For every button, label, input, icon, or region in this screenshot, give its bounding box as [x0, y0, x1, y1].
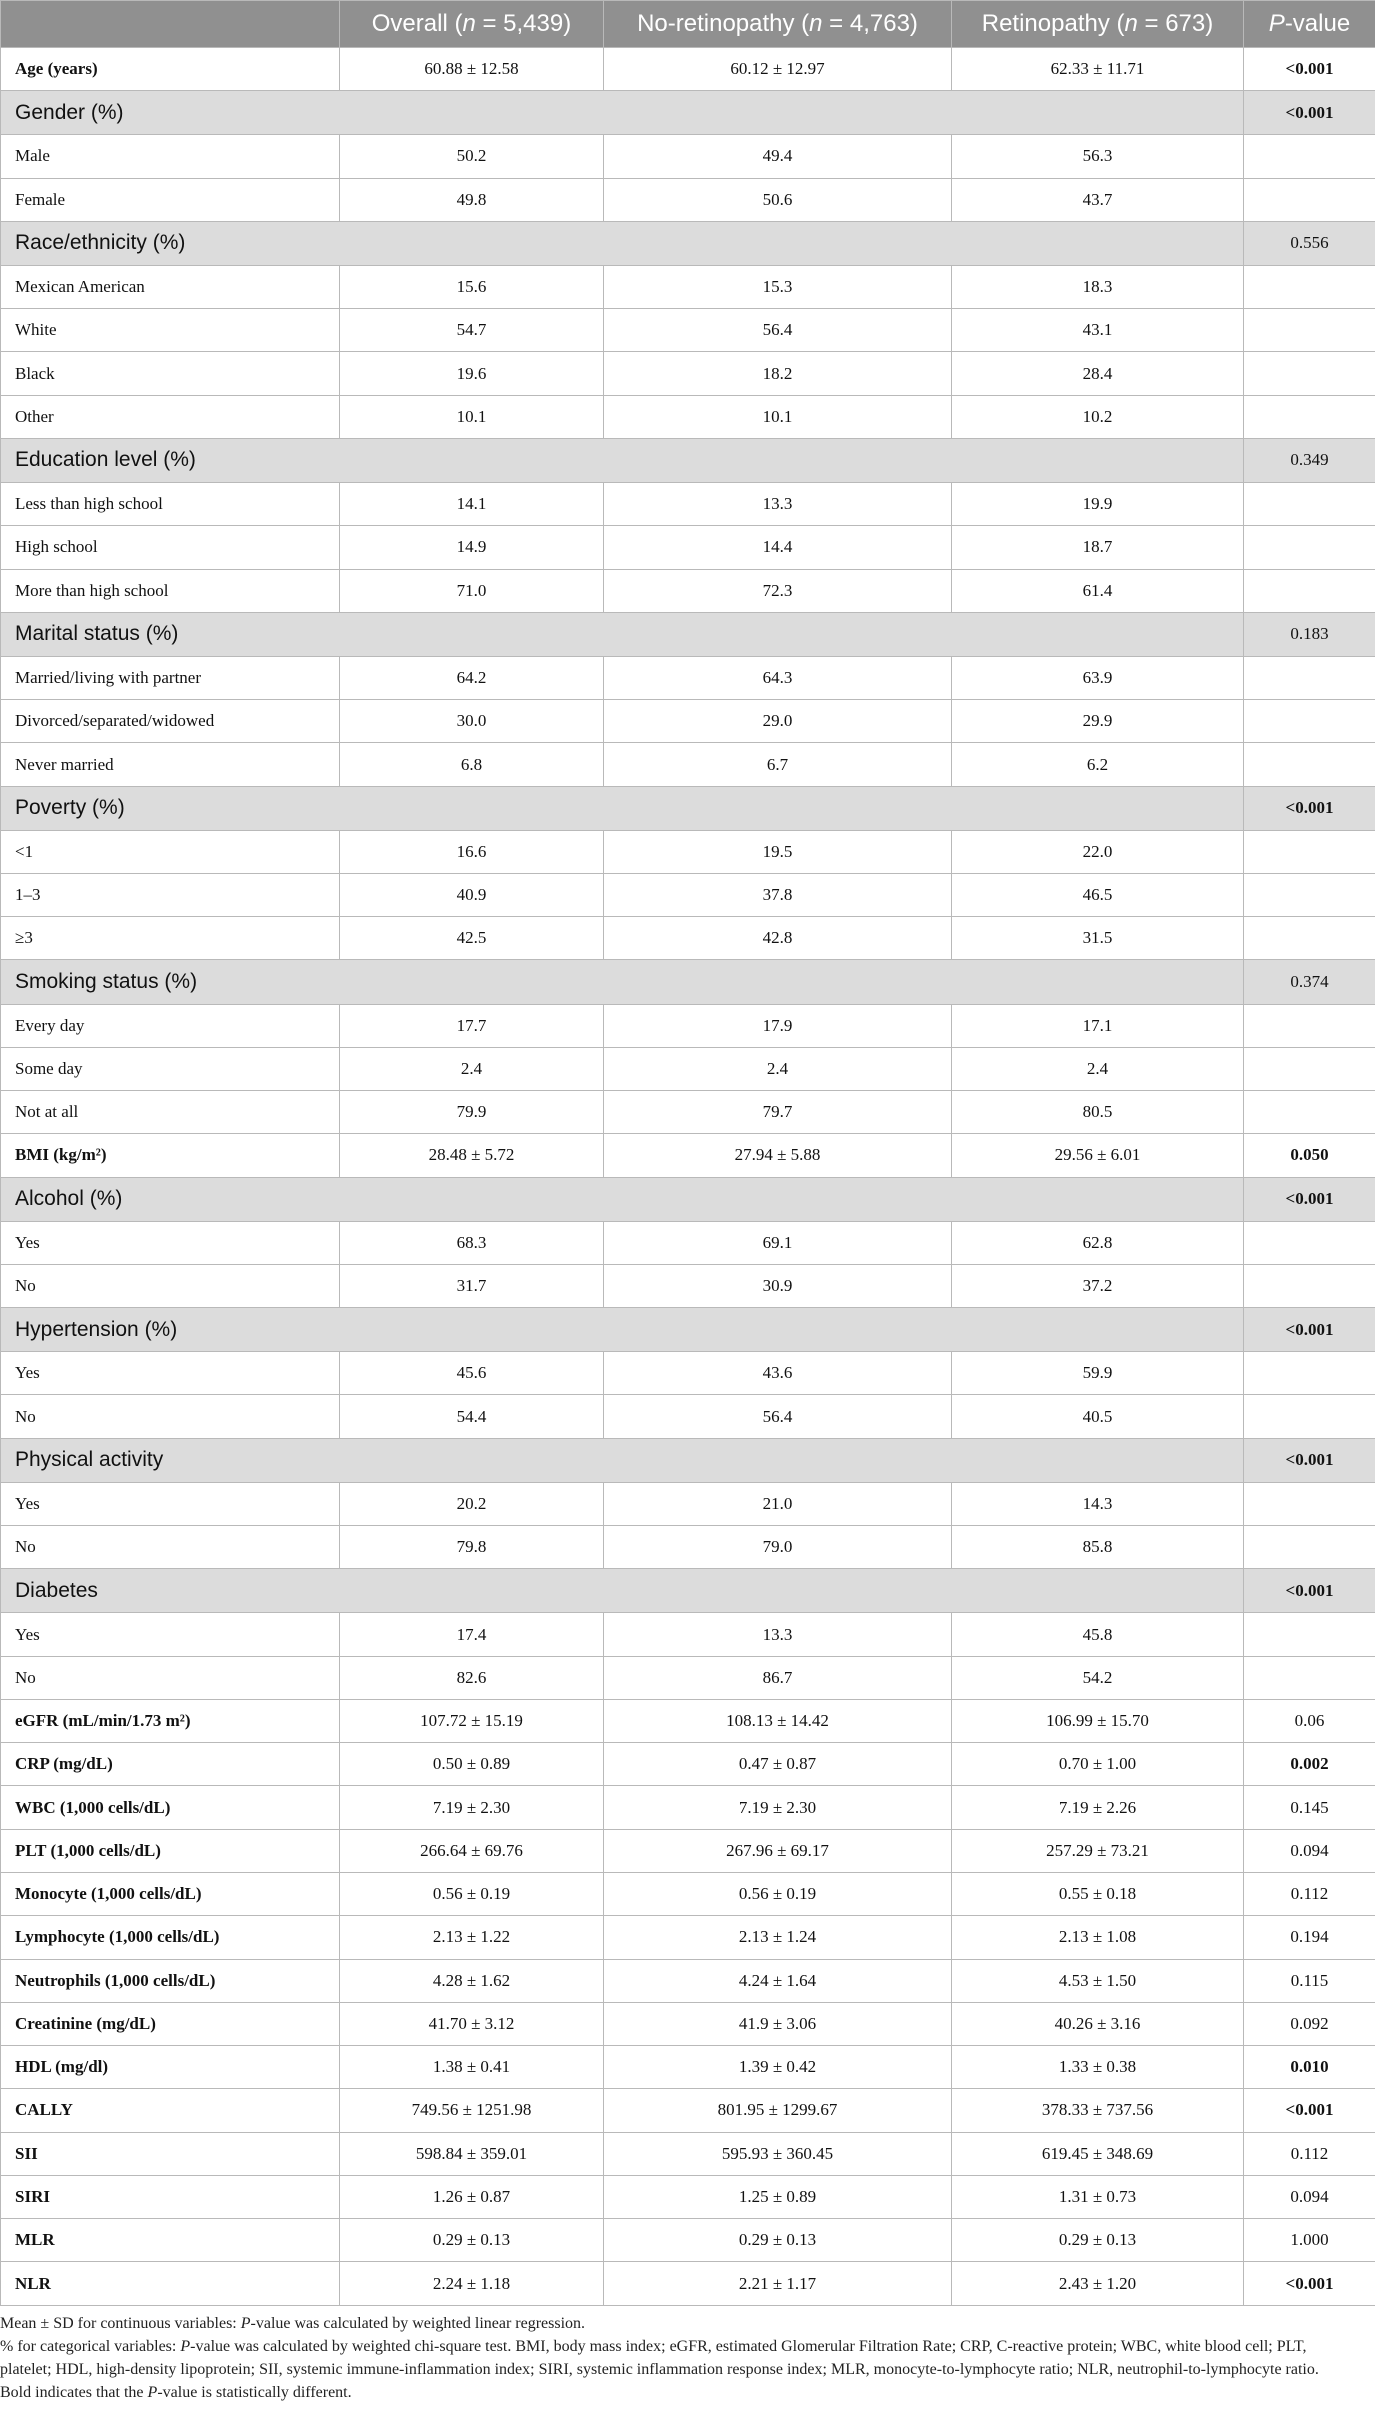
- no-retinopathy-cell: 2.13 ± 1.24: [604, 1916, 952, 1959]
- category-row: [1, 1395, 1375, 1438]
- category-row: [1, 1613, 1375, 1656]
- overall-cell: 19.6: [340, 352, 604, 395]
- row-label: eGFR (mL/min/1.73 m²): [1, 1699, 340, 1742]
- overall-cell: 1.38 ± 0.41: [340, 2046, 604, 2089]
- retinopathy-cell: 62.8: [952, 1221, 1244, 1264]
- no-retinopathy-cell: 6.7: [604, 743, 952, 786]
- section-label: Smoking status (%): [1, 960, 1244, 1004]
- retinopathy-cell: 2.4: [952, 1047, 1244, 1090]
- table-footnotes: [0, 2312, 1360, 2404]
- p-value-cell: <0.001: [1244, 1438, 1375, 1482]
- overall-cell: 41.70 ± 3.12: [340, 2002, 604, 2045]
- category-row: [1, 1352, 1375, 1395]
- overall-cell: 0.50 ± 0.89: [340, 1743, 604, 1786]
- section-header-row: [1, 1177, 1375, 1221]
- row-label: Divorced/separated/widowed: [1, 700, 340, 743]
- retinopathy-cell: 378.33 ± 737.56: [952, 2089, 1244, 2132]
- row-label: Yes: [1, 1352, 340, 1395]
- overall-cell: 17.7: [340, 1004, 604, 1047]
- no-retinopathy-cell: 0.29 ± 0.13: [604, 2219, 952, 2262]
- row-label: Yes: [1, 1613, 340, 1656]
- no-retinopathy-cell: 4.24 ± 1.64: [604, 1959, 952, 2002]
- overall-cell: 40.9: [340, 873, 604, 916]
- p-value-cell: <0.001: [1244, 786, 1375, 830]
- row-label: CALLY: [1, 2089, 340, 2132]
- variable-row: [1, 2219, 1375, 2262]
- retinopathy-cell: 22.0: [952, 830, 1244, 873]
- row-label: Female: [1, 178, 340, 221]
- row-label: SII: [1, 2132, 340, 2175]
- retinopathy-cell: 85.8: [952, 1526, 1244, 1569]
- overall-cell: 42.5: [340, 917, 604, 960]
- row-label: No: [1, 1526, 340, 1569]
- no-retinopathy-cell: 18.2: [604, 352, 952, 395]
- p-value-cell: [1244, 1091, 1375, 1134]
- p-value-cell: [1244, 656, 1375, 699]
- row-label: Other: [1, 395, 340, 438]
- category-row: [1, 1526, 1375, 1569]
- header-p-value: P-value: [1244, 1, 1375, 48]
- category-row: [1, 1004, 1375, 1047]
- category-row: [1, 569, 1375, 612]
- no-retinopathy-cell: 801.95 ± 1299.67: [604, 2089, 952, 2132]
- p-value-cell: 0.112: [1244, 1872, 1375, 1915]
- category-row: [1, 352, 1375, 395]
- p-value-cell: <0.001: [1244, 2089, 1375, 2132]
- overall-cell: 17.4: [340, 1613, 604, 1656]
- overall-cell: 79.9: [340, 1091, 604, 1134]
- retinopathy-cell: 2.43 ± 1.20: [952, 2262, 1244, 2306]
- footnote-bold: Bold indicates that the P-value is statistically different.: [0, 2384, 352, 2401]
- no-retinopathy-cell: 27.94 ± 5.88: [604, 1134, 952, 1177]
- retinopathy-cell: 106.99 ± 15.70: [952, 1699, 1244, 1742]
- row-label: No: [1, 1264, 340, 1307]
- row-label: Creatinine (mg/dL): [1, 2002, 340, 2045]
- p-value-cell: [1244, 1352, 1375, 1395]
- no-retinopathy-cell: 2.21 ± 1.17: [604, 2262, 952, 2306]
- p-value-cell: [1244, 569, 1375, 612]
- variable-row: [1, 1959, 1375, 2002]
- row-label: PLT (1,000 cells/dL): [1, 1829, 340, 1872]
- p-value-cell: [1244, 526, 1375, 569]
- variable-row: [1, 1134, 1375, 1177]
- p-value-cell: <0.001: [1244, 48, 1375, 91]
- section-label: Diabetes: [1, 1569, 1244, 1613]
- row-label: SIRI: [1, 2175, 340, 2218]
- no-retinopathy-cell: 17.9: [604, 1004, 952, 1047]
- retinopathy-cell: 18.3: [952, 265, 1244, 308]
- footnote-continuous: Mean ± SD for continuous variables: P-value was calculated by weighted linear regression.: [0, 2315, 586, 2332]
- category-row: [1, 309, 1375, 352]
- p-value-cell: 0.002: [1244, 1743, 1375, 1786]
- no-retinopathy-cell: 1.39 ± 0.42: [604, 2046, 952, 2089]
- overall-cell: 30.0: [340, 700, 604, 743]
- p-value-cell: <0.001: [1244, 2262, 1375, 2306]
- retinopathy-cell: 43.1: [952, 309, 1244, 352]
- variable-row: [1, 1872, 1375, 1915]
- no-retinopathy-cell: 41.9 ± 3.06: [604, 2002, 952, 2045]
- header-no-retinopathy: No-retinopathy (n = 4,763): [604, 1, 952, 48]
- section-header-row: [1, 438, 1375, 482]
- row-label: CRP (mg/dL): [1, 1743, 340, 1786]
- row-label: WBC (1,000 cells/dL): [1, 1786, 340, 1829]
- overall-cell: 749.56 ± 1251.98: [340, 2089, 604, 2132]
- overall-cell: 49.8: [340, 178, 604, 221]
- row-label: MLR: [1, 2219, 340, 2262]
- overall-cell: 28.48 ± 5.72: [340, 1134, 604, 1177]
- row-label: Some day: [1, 1047, 340, 1090]
- variable-row: [1, 2089, 1375, 2132]
- no-retinopathy-cell: 56.4: [604, 309, 952, 352]
- retinopathy-cell: 10.2: [952, 395, 1244, 438]
- p-value-cell: 0.115: [1244, 1959, 1375, 2002]
- retinopathy-cell: 6.2: [952, 743, 1244, 786]
- retinopathy-cell: 37.2: [952, 1264, 1244, 1307]
- overall-cell: 54.4: [340, 1395, 604, 1438]
- p-value-cell: 0.349: [1244, 438, 1375, 482]
- overall-cell: 15.6: [340, 265, 604, 308]
- category-row: [1, 265, 1375, 308]
- row-label: Monocyte (1,000 cells/dL): [1, 1872, 340, 1915]
- variable-row: [1, 2175, 1375, 2218]
- no-retinopathy-cell: 108.13 ± 14.42: [604, 1699, 952, 1742]
- overall-cell: 71.0: [340, 569, 604, 612]
- category-row: [1, 526, 1375, 569]
- no-retinopathy-cell: 64.3: [604, 656, 952, 699]
- overall-cell: 14.9: [340, 526, 604, 569]
- section-header-row: [1, 786, 1375, 830]
- overall-cell: 107.72 ± 15.19: [340, 1699, 604, 1742]
- variable-row: [1, 2262, 1375, 2306]
- no-retinopathy-cell: 2.4: [604, 1047, 952, 1090]
- row-label: ≥3: [1, 917, 340, 960]
- overall-cell: 14.1: [340, 483, 604, 526]
- row-label: More than high school: [1, 569, 340, 612]
- retinopathy-cell: 19.9: [952, 483, 1244, 526]
- retinopathy-cell: 17.1: [952, 1004, 1244, 1047]
- p-value-cell: 0.556: [1244, 221, 1375, 265]
- row-label: Mexican American: [1, 265, 340, 308]
- no-retinopathy-cell: 60.12 ± 12.97: [604, 48, 952, 91]
- section-label: Poverty (%): [1, 786, 1244, 830]
- no-retinopathy-cell: 0.56 ± 0.19: [604, 1872, 952, 1915]
- p-value-cell: <0.001: [1244, 1308, 1375, 1352]
- retinopathy-cell: 28.4: [952, 352, 1244, 395]
- row-label: Male: [1, 135, 340, 178]
- row-label: HDL (mg/dl): [1, 2046, 340, 2089]
- overall-cell: 0.56 ± 0.19: [340, 1872, 604, 1915]
- p-value-cell: 0.094: [1244, 1829, 1375, 1872]
- variable-row: [1, 48, 1375, 91]
- overall-cell: 45.6: [340, 1352, 604, 1395]
- category-row: [1, 1264, 1375, 1307]
- variable-row: [1, 1743, 1375, 1786]
- section-label: Marital status (%): [1, 612, 1244, 656]
- retinopathy-cell: 29.9: [952, 700, 1244, 743]
- category-row: [1, 873, 1375, 916]
- retinopathy-cell: 62.33 ± 11.71: [952, 48, 1244, 91]
- category-row: [1, 1221, 1375, 1264]
- no-retinopathy-cell: 595.93 ± 360.45: [604, 2132, 952, 2175]
- section-header-row: [1, 91, 1375, 135]
- retinopathy-cell: 40.26 ± 3.16: [952, 2002, 1244, 2045]
- retinopathy-cell: 7.19 ± 2.26: [952, 1786, 1244, 1829]
- retinopathy-cell: 63.9: [952, 656, 1244, 699]
- row-label: <1: [1, 830, 340, 873]
- category-row: [1, 917, 1375, 960]
- p-value-cell: 0.183: [1244, 612, 1375, 656]
- category-row: [1, 395, 1375, 438]
- row-label: No: [1, 1395, 340, 1438]
- variable-row: [1, 2002, 1375, 2045]
- section-header-row: [1, 1308, 1375, 1352]
- no-retinopathy-cell: 15.3: [604, 265, 952, 308]
- section-label: Gender (%): [1, 91, 1244, 135]
- overall-cell: 16.6: [340, 830, 604, 873]
- retinopathy-cell: 14.3: [952, 1482, 1244, 1525]
- footnote-categorical: % for categorical variables: P-value was calculated by weighted chi-square test. BMI, body mass index; eGFR, estimated Glomerular Filtration Rate; CRP, C-reactive protein; WBC, white blood cell; PLT, platelet; HDL, high-density lipoprotein; SII, systemic immune-inflammation index; SIRI, systemic inflammation response index; MLR, monocyte-to-lymphocyte ratio; NLR, neutrophil-to-lymphocyte ratio.: [0, 2338, 1319, 2378]
- row-label: Never married: [1, 743, 340, 786]
- retinopathy-cell: 0.70 ± 1.00: [952, 1743, 1244, 1786]
- retinopathy-cell: 0.55 ± 0.18: [952, 1872, 1244, 1915]
- category-row: [1, 1482, 1375, 1525]
- overall-cell: 82.6: [340, 1656, 604, 1699]
- no-retinopathy-cell: 49.4: [604, 135, 952, 178]
- p-value-cell: 0.094: [1244, 2175, 1375, 2218]
- p-value-cell: [1244, 352, 1375, 395]
- section-label: Race/ethnicity (%): [1, 221, 1244, 265]
- overall-cell: 79.8: [340, 1526, 604, 1569]
- p-value-cell: 0.374: [1244, 960, 1375, 1004]
- row-label: NLR: [1, 2262, 340, 2306]
- row-label: Every day: [1, 1004, 340, 1047]
- no-retinopathy-cell: 13.3: [604, 483, 952, 526]
- overall-cell: 4.28 ± 1.62: [340, 1959, 604, 2002]
- category-row: [1, 483, 1375, 526]
- p-value-cell: [1244, 1047, 1375, 1090]
- p-value-cell: <0.001: [1244, 1569, 1375, 1613]
- p-value-cell: 0.145: [1244, 1786, 1375, 1829]
- no-retinopathy-cell: 21.0: [604, 1482, 952, 1525]
- row-label: High school: [1, 526, 340, 569]
- p-value-cell: 0.112: [1244, 2132, 1375, 2175]
- no-retinopathy-cell: 50.6: [604, 178, 952, 221]
- overall-cell: 64.2: [340, 656, 604, 699]
- p-value-cell: [1244, 309, 1375, 352]
- no-retinopathy-cell: 10.1: [604, 395, 952, 438]
- no-retinopathy-cell: 19.5: [604, 830, 952, 873]
- row-label: Yes: [1, 1482, 340, 1525]
- overall-cell: 2.13 ± 1.22: [340, 1916, 604, 1959]
- retinopathy-cell: 4.53 ± 1.50: [952, 1959, 1244, 2002]
- p-value-cell: [1244, 135, 1375, 178]
- no-retinopathy-cell: 1.25 ± 0.89: [604, 2175, 952, 2218]
- variable-row: [1, 1916, 1375, 1959]
- p-value-cell: [1244, 1482, 1375, 1525]
- retinopathy-cell: 1.31 ± 0.73: [952, 2175, 1244, 2218]
- header-overall: Overall (n = 5,439): [340, 1, 604, 48]
- category-row: [1, 700, 1375, 743]
- p-value-cell: 1.000: [1244, 2219, 1375, 2262]
- no-retinopathy-cell: 37.8: [604, 873, 952, 916]
- row-label: Yes: [1, 1221, 340, 1264]
- retinopathy-cell: 2.13 ± 1.08: [952, 1916, 1244, 1959]
- p-value-cell: [1244, 1264, 1375, 1307]
- row-label: Neutrophils (1,000 cells/dL): [1, 1959, 340, 2002]
- overall-cell: 31.7: [340, 1264, 604, 1307]
- retinopathy-cell: 0.29 ± 0.13: [952, 2219, 1244, 2262]
- p-value-cell: [1244, 700, 1375, 743]
- overall-cell: 54.7: [340, 309, 604, 352]
- no-retinopathy-cell: 56.4: [604, 1395, 952, 1438]
- no-retinopathy-cell: 79.0: [604, 1526, 952, 1569]
- row-label: Less than high school: [1, 483, 340, 526]
- p-value-cell: [1244, 743, 1375, 786]
- retinopathy-cell: 619.45 ± 348.69: [952, 2132, 1244, 2175]
- section-header-row: [1, 1569, 1375, 1613]
- row-label: 1–3: [1, 873, 340, 916]
- overall-cell: 7.19 ± 2.30: [340, 1786, 604, 1829]
- retinopathy-cell: 54.2: [952, 1656, 1244, 1699]
- overall-cell: 20.2: [340, 1482, 604, 1525]
- row-label: Black: [1, 352, 340, 395]
- overall-cell: 50.2: [340, 135, 604, 178]
- p-value-cell: [1244, 395, 1375, 438]
- retinopathy-cell: 45.8: [952, 1613, 1244, 1656]
- retinopathy-cell: 80.5: [952, 1091, 1244, 1134]
- category-row: [1, 135, 1375, 178]
- no-retinopathy-cell: 267.96 ± 69.17: [604, 1829, 952, 1872]
- table-header-row: [1, 1, 1375, 48]
- no-retinopathy-cell: 30.9: [604, 1264, 952, 1307]
- retinopathy-cell: 29.56 ± 6.01: [952, 1134, 1244, 1177]
- section-label: Education level (%): [1, 438, 1244, 482]
- category-row: [1, 1091, 1375, 1134]
- row-label: White: [1, 309, 340, 352]
- row-label: Lymphocyte (1,000 cells/dL): [1, 1916, 340, 1959]
- variable-row: [1, 2132, 1375, 2175]
- no-retinopathy-cell: 29.0: [604, 700, 952, 743]
- p-value-cell: [1244, 483, 1375, 526]
- no-retinopathy-cell: 43.6: [604, 1352, 952, 1395]
- no-retinopathy-cell: 72.3: [604, 569, 952, 612]
- overall-cell: 60.88 ± 12.58: [340, 48, 604, 91]
- p-value-cell: <0.001: [1244, 1177, 1375, 1221]
- retinopathy-cell: 31.5: [952, 917, 1244, 960]
- section-label: Hypertension (%): [1, 1308, 1244, 1352]
- variable-row: [1, 1699, 1375, 1742]
- variable-row: [1, 1786, 1375, 1829]
- p-value-cell: [1244, 1395, 1375, 1438]
- overall-cell: 1.26 ± 0.87: [340, 2175, 604, 2218]
- overall-cell: 2.4: [340, 1047, 604, 1090]
- p-value-cell: [1244, 873, 1375, 916]
- row-label: BMI (kg/m²): [1, 1134, 340, 1177]
- category-row: [1, 656, 1375, 699]
- p-value-cell: [1244, 1221, 1375, 1264]
- no-retinopathy-cell: 0.47 ± 0.87: [604, 1743, 952, 1786]
- section-header-row: [1, 1438, 1375, 1482]
- p-value-cell: [1244, 1613, 1375, 1656]
- retinopathy-cell: 43.7: [952, 178, 1244, 221]
- section-header-row: [1, 960, 1375, 1004]
- p-value-cell: 0.06: [1244, 1699, 1375, 1742]
- p-value-cell: 0.050: [1244, 1134, 1375, 1177]
- no-retinopathy-cell: 14.4: [604, 526, 952, 569]
- retinopathy-cell: 61.4: [952, 569, 1244, 612]
- retinopathy-cell: 1.33 ± 0.38: [952, 2046, 1244, 2089]
- row-label: Not at all: [1, 1091, 340, 1134]
- section-header-row: [1, 612, 1375, 656]
- p-value-cell: [1244, 178, 1375, 221]
- no-retinopathy-cell: 13.3: [604, 1613, 952, 1656]
- category-row: [1, 1656, 1375, 1699]
- category-row: [1, 178, 1375, 221]
- retinopathy-cell: 59.9: [952, 1352, 1244, 1395]
- p-value-cell: <0.001: [1244, 91, 1375, 135]
- category-row: [1, 743, 1375, 786]
- variable-row: [1, 1829, 1375, 1872]
- header-variable: [1, 1, 340, 48]
- category-row: [1, 830, 1375, 873]
- overall-cell: 0.29 ± 0.13: [340, 2219, 604, 2262]
- section-label: Physical activity: [1, 1438, 1244, 1482]
- header-retinopathy: Retinopathy (n = 673): [952, 1, 1244, 48]
- overall-cell: 68.3: [340, 1221, 604, 1264]
- p-value-cell: 0.010: [1244, 2046, 1375, 2089]
- no-retinopathy-cell: 69.1: [604, 1221, 952, 1264]
- no-retinopathy-cell: 42.8: [604, 917, 952, 960]
- variable-row: [1, 2046, 1375, 2089]
- no-retinopathy-cell: 79.7: [604, 1091, 952, 1134]
- retinopathy-cell: 46.5: [952, 873, 1244, 916]
- no-retinopathy-cell: 7.19 ± 2.30: [604, 1786, 952, 1829]
- p-value-cell: [1244, 1526, 1375, 1569]
- overall-cell: 6.8: [340, 743, 604, 786]
- p-value-cell: [1244, 265, 1375, 308]
- p-value-cell: 0.092: [1244, 2002, 1375, 2045]
- p-value-cell: [1244, 1004, 1375, 1047]
- category-row: [1, 1047, 1375, 1090]
- row-label: No: [1, 1656, 340, 1699]
- retinopathy-cell: 257.29 ± 73.21: [952, 1829, 1244, 1872]
- overall-cell: 2.24 ± 1.18: [340, 2262, 604, 2306]
- overall-cell: 598.84 ± 359.01: [340, 2132, 604, 2175]
- p-value-cell: [1244, 917, 1375, 960]
- retinopathy-cell: 40.5: [952, 1395, 1244, 1438]
- overall-cell: 266.64 ± 69.76: [340, 1829, 604, 1872]
- section-label: Alcohol (%): [1, 1177, 1244, 1221]
- p-value-cell: [1244, 830, 1375, 873]
- p-value-cell: 0.194: [1244, 1916, 1375, 1959]
- row-label: Married/living with partner: [1, 656, 340, 699]
- no-retinopathy-cell: 86.7: [604, 1656, 952, 1699]
- p-value-cell: [1244, 1656, 1375, 1699]
- overall-cell: 10.1: [340, 395, 604, 438]
- retinopathy-cell: 18.7: [952, 526, 1244, 569]
- section-header-row: [1, 221, 1375, 265]
- retinopathy-cell: 56.3: [952, 135, 1244, 178]
- row-label: Age (years): [1, 48, 340, 91]
